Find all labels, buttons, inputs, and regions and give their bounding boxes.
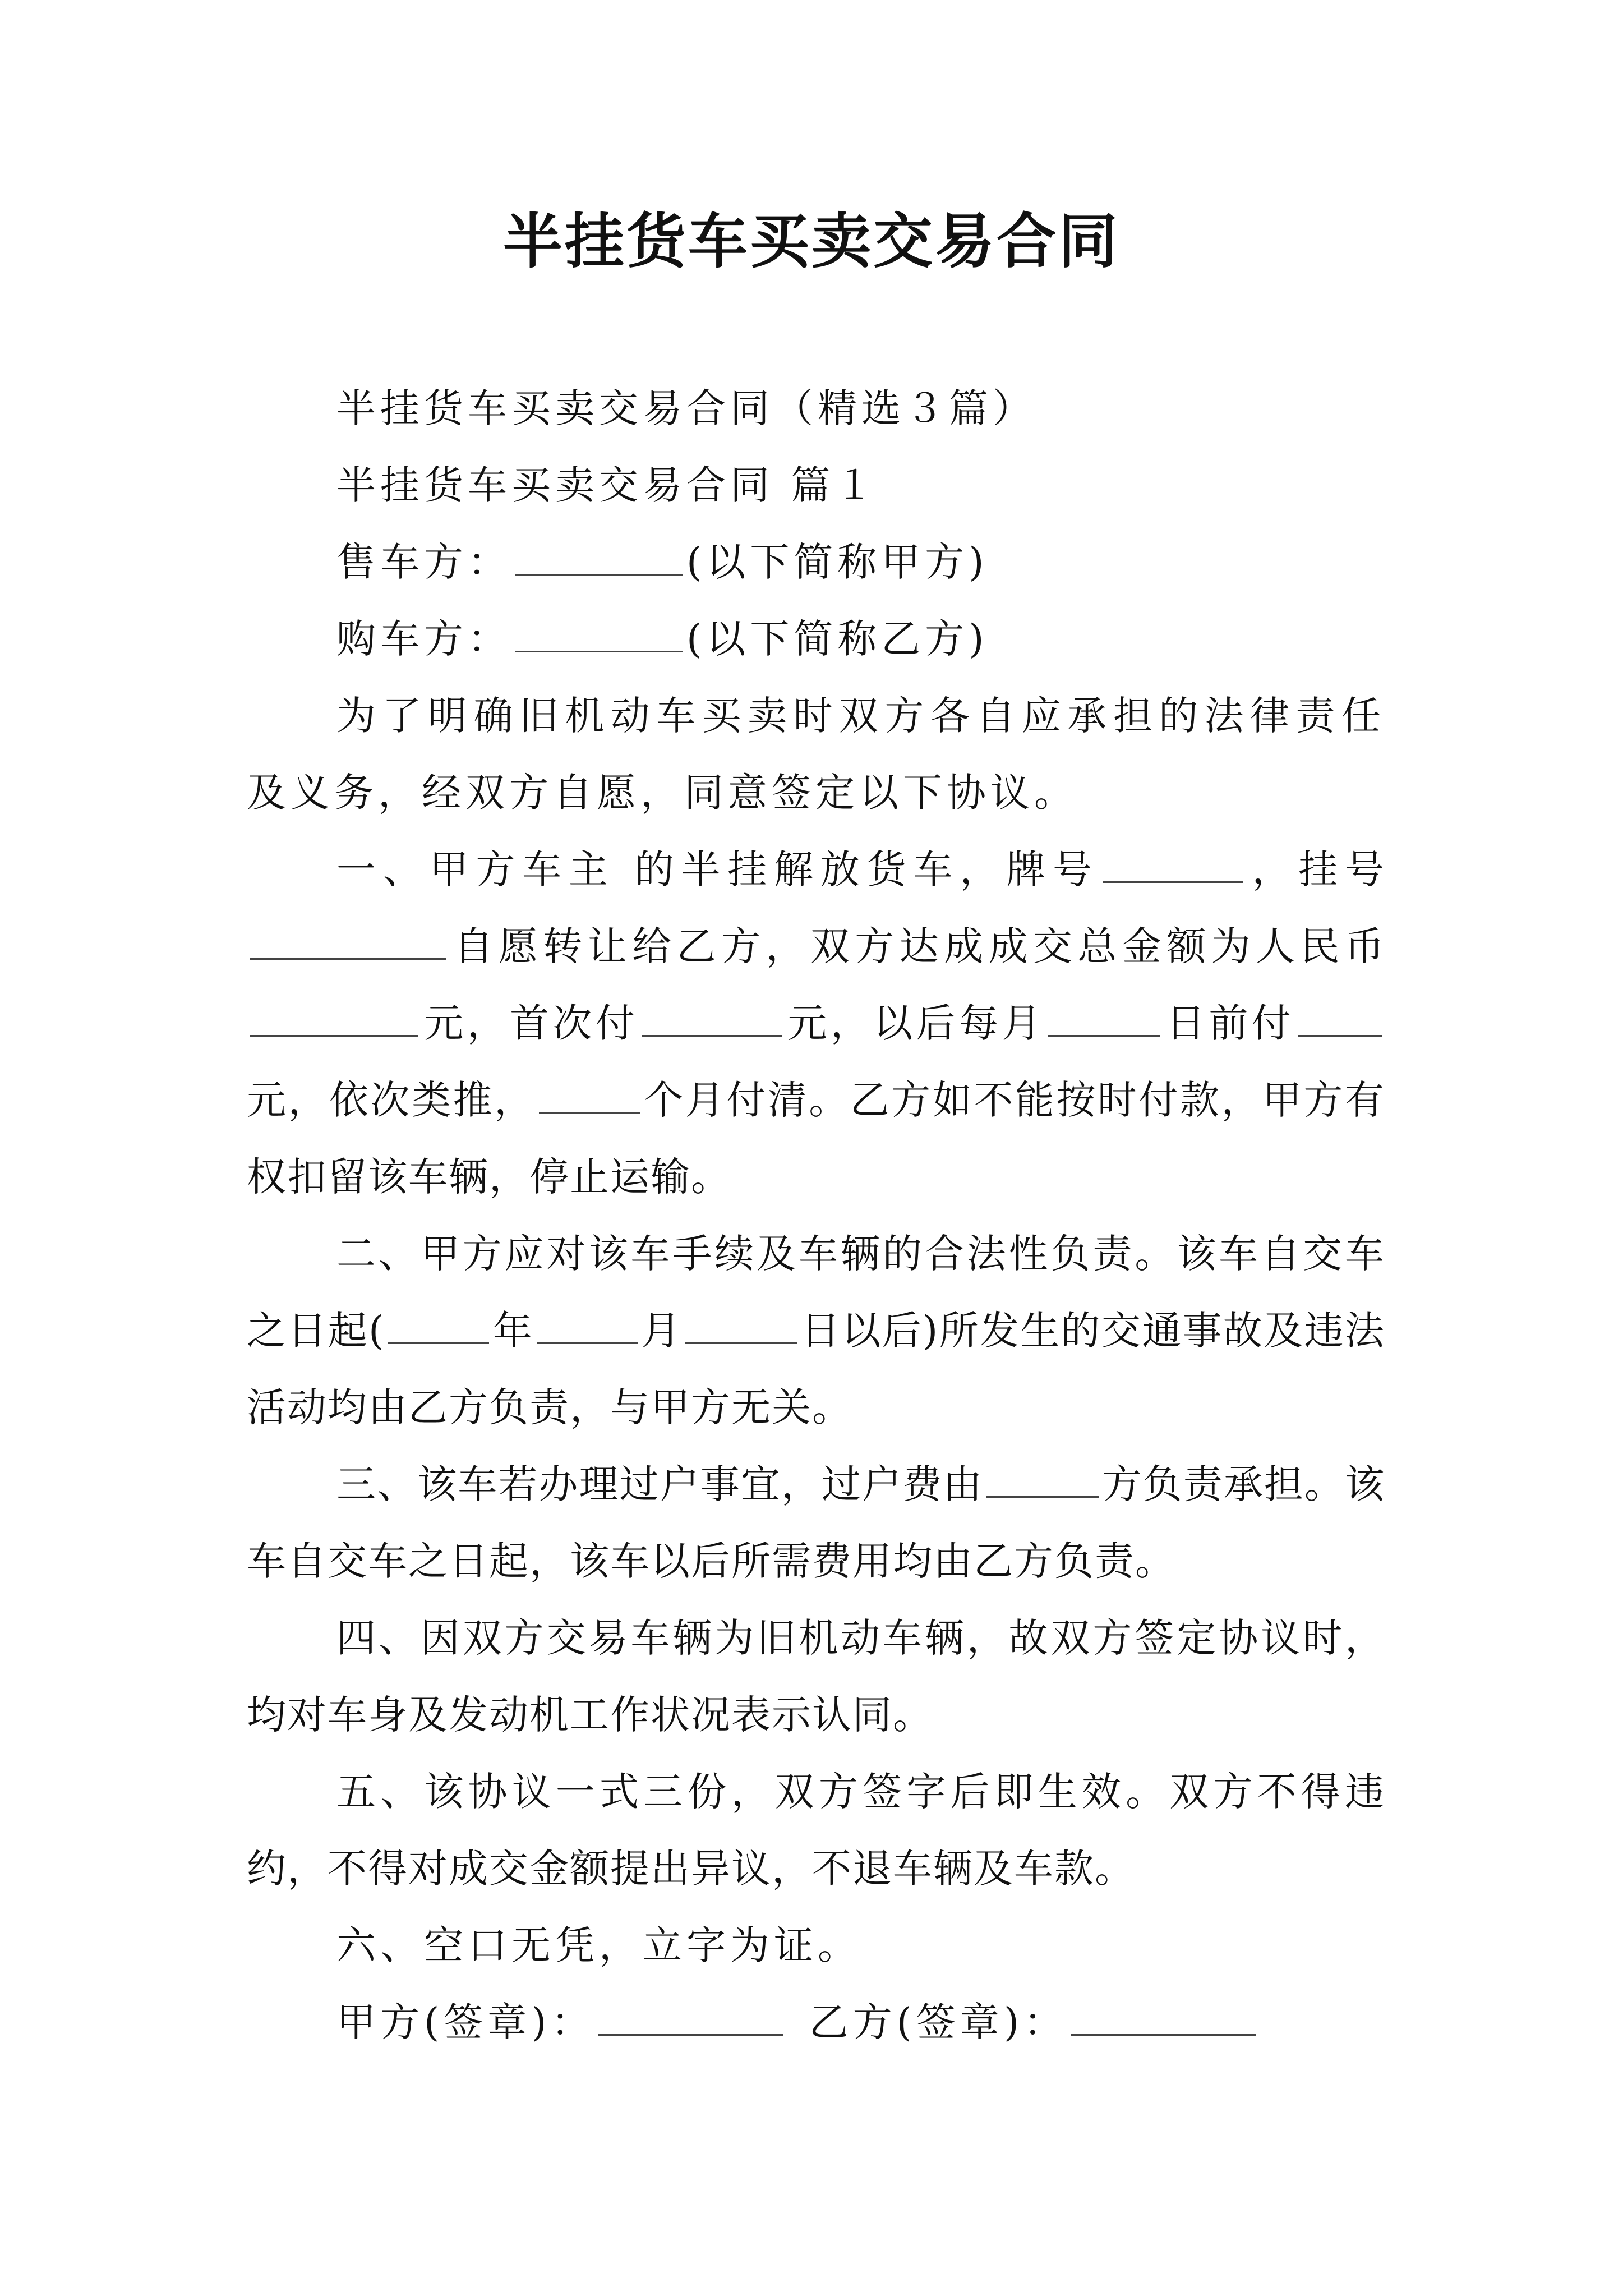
section-heading: 半挂货车买卖交易合同 篇１	[336, 462, 879, 508]
clause-1: 一、甲方车主 的半挂解放货车，牌号 ，挂号自愿转让给乙方，双方达成成交总金额为人民币元，首次付 元，以后每月 日前付元，依次类推， 个月付清。乙方如不能按时付款，甲方有权扣留该车辆，停止运输。	[247, 846, 1386, 1200]
buyer-blank	[515, 618, 683, 652]
seller-line	[247, 524, 1385, 601]
subtitle: 半挂货车买卖交易合同（精选３篇）	[336, 385, 1036, 431]
signature-line	[247, 1984, 1385, 2061]
transfer-fee-party-blank	[986, 1464, 1099, 1498]
seller-blank	[515, 541, 683, 576]
plate-number-blank	[1103, 849, 1243, 883]
monthly-day-blank	[1048, 1002, 1160, 1037]
intro-paragraph: 为了明确旧机动车买卖时双方各自应承担的法律责任及义务，经双方自愿，同意签定以下协议。	[247, 693, 1385, 816]
clause-2: 二、甲方应对该车手续及车辆的合法性负责。该车自交车之日起( 年 月 日以后)所发生的交通事故及违法活动均由乙方负责，与甲方无关。	[247, 1231, 1386, 1430]
year-blank	[388, 1310, 489, 1344]
months-blank	[539, 1079, 640, 1114]
seller-label: 售车方：	[336, 539, 511, 585]
monthly-amount-blank	[1298, 1002, 1382, 1037]
total-amount-blank	[250, 1002, 418, 1037]
clause-3: 三、该车若办理过户事宜，过户费由 方负责承担。该车自交车之日起，该车以后所需费用均由乙方负责。	[247, 1461, 1385, 1584]
buyer-suffix: (以下简称乙方)	[686, 616, 989, 662]
sign-b-blank	[1071, 2001, 1256, 2036]
day-blank	[685, 1310, 797, 1344]
buyer-line	[247, 601, 1385, 678]
clause-5: 五、该协议一式三份，双方签字后即生效。双方不得违约，不得对成交金额提出异议，不退车辆及车款。	[247, 1769, 1385, 1892]
sign-a-label: 甲方(签章)：	[336, 1999, 595, 2045]
seller-suffix: (以下简称甲方)	[686, 539, 989, 585]
clause-4: 四、因双方交易车辆为旧机动车辆，故双方签定协议时，均对车身及发动机工作状况表示认同。	[247, 1615, 1385, 1738]
clause-6: 六、空口无凭，立字为证。	[336, 1922, 861, 1968]
sign-b-label: 乙方(签章)：	[809, 1999, 1068, 2045]
buyer-label: 购车方：	[336, 616, 511, 662]
first-payment-blank	[642, 1002, 782, 1037]
document-title: 半挂货车买卖交易合同	[503, 206, 1120, 276]
trailer-number-blank	[250, 926, 446, 960]
month-blank	[537, 1310, 638, 1344]
document-body	[247, 370, 1385, 2061]
sign-a-blank	[598, 2001, 783, 2036]
